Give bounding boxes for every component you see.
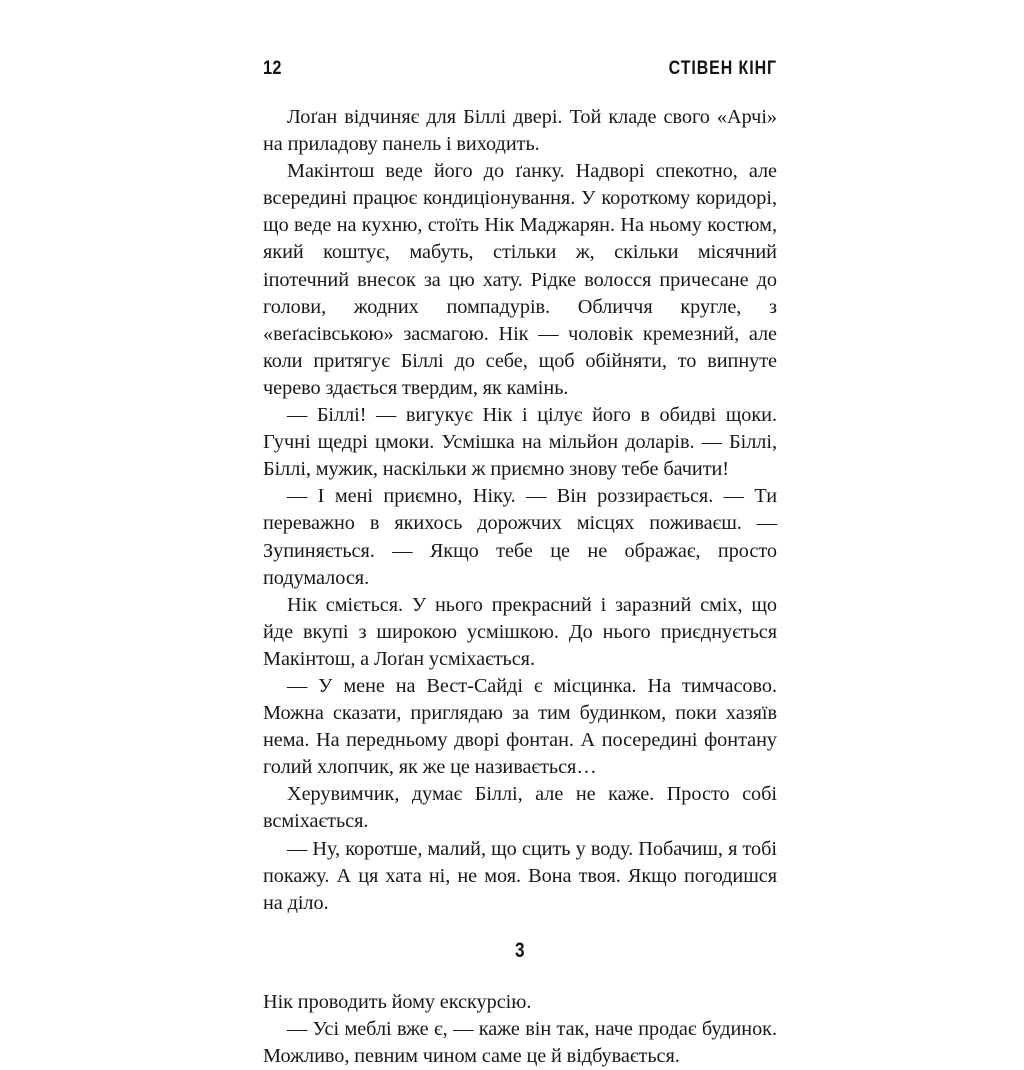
running-head-author: СТІВЕН КІНГ bbox=[668, 58, 777, 79]
paragraph: Лоґан відчиняє для Біллі двері. Той кладе свого «Арчі» на приладову панель і виходить. bbox=[263, 106, 777, 156]
paragraph: Нік проводить йому екскурсію. bbox=[263, 990, 532, 1013]
section-break-number-value: 3 bbox=[515, 938, 525, 962]
page-number: 12 bbox=[263, 58, 282, 79]
paragraph: — Біллі! — вигукує Нік і цілує його в обидві щоки. Гучні щедрі цмоки. Усмішка на мільйон доларів. — Біллі, Біллі, мужик, наскільки ж приємно знову тебе бачити! bbox=[263, 404, 777, 481]
paragraph: — Ну, коротше, малий, що сцить у воду. Побачиш, я тобі покажу. А ця хата ні, не моя. Вона твоя. Якщо погодишся на діло. bbox=[263, 837, 777, 914]
running-head bbox=[263, 58, 777, 80]
paragraph: — У мене на Вест-Сайді є місцинка. На тимчасово. Можна сказати, приглядаю за тим будинком, поки хазяїв нема. На передньому дворі фонтан. А посередині фонтану голий хлопчик, як же це називається… bbox=[263, 674, 777, 779]
paragraph: — І мені приємно, Ніку. — Він роззирається. — Ти переважно в якихось дорожчих місцях поживаєш. — Зупиняється. — Якщо тебе це не ображає, просто подумалося. bbox=[263, 485, 777, 589]
paragraph: Херувимчик, думає Біллі, але не каже. Просто собі всміхається. bbox=[263, 783, 777, 833]
paragraph: — Усі меблі вже є, — каже він так, наче продає будинок. Можливо, певним чином саме це й відбувається. bbox=[263, 1017, 777, 1067]
paragraph: Макінтош веде його до ґанку. Надворі спекотно, але всередині працює кондиціонування. У короткому коридорі, що веде на кухню, стоїть Нік Маджарян. На ньому костюм, який коштує, мабуть, стільки ж, скільки місячний іпотечний внесок за цю хату. Рідке волосся причесане до голови, жодних помпадурів. Обличчя кругле, з «веґасівською» засмагою. Нік — чоловік кремезний, але коли притягує Біллі до себе, щоб обійняти, то випнуте черево здається твердим, як камінь. bbox=[263, 160, 777, 399]
body-text-block bbox=[263, 104, 777, 1070]
section-break-number bbox=[263, 917, 777, 989]
paragraph: Нік сміється. У нього прекрасний і заразний сміх, що йде вкупі з широкою усмішкою. До нього приєднується Макінтош, а Лоґан усміхається. bbox=[263, 593, 777, 670]
